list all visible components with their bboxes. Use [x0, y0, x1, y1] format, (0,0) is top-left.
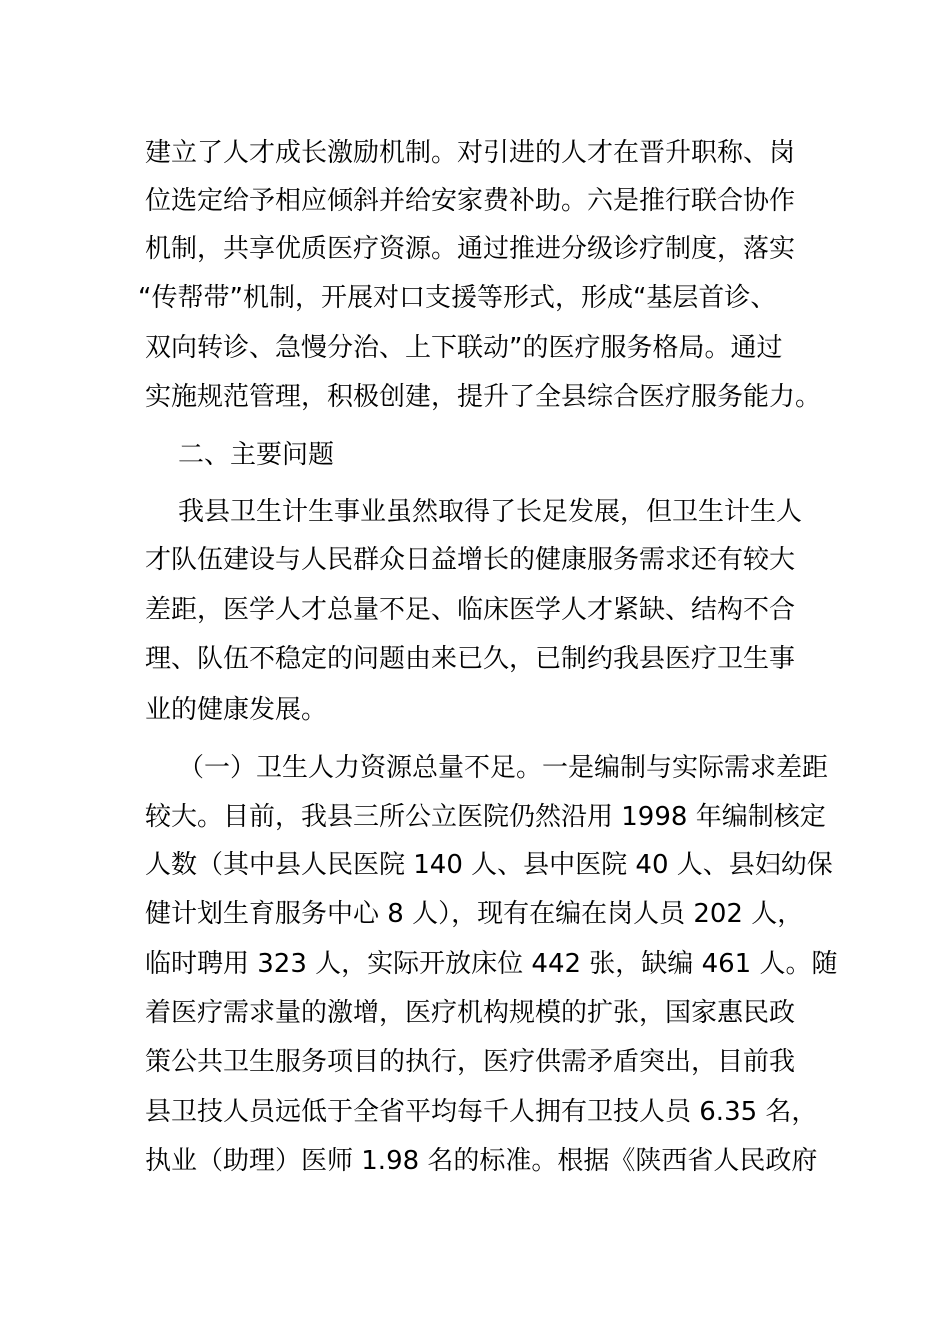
body-text-line: 着医疗需求量的激增，医疗机构规模的扩张，国家惠民政 [145, 998, 796, 1028]
body-text-line: 临时聘用 323 人，实际开放床位 442 张，缺编 461 人。随 [145, 949, 838, 979]
body-text-line: 才队伍建设与人民群众日益增长的健康服务需求还有较大 [145, 545, 796, 575]
body-text-line: 机制，共享优质医疗资源。通过推进分级诊疗制度，落实 [145, 234, 796, 264]
body-text-line: 理、队伍不稳定的问题由来已久，已制约我县医疗卫生事 [145, 644, 796, 674]
body-text-line: 健计划生育服务中心 8 人），现有在编在岗人员 202 人， [145, 899, 804, 929]
body-text-line: 业的健康发展。 [145, 695, 328, 725]
body-text-line: 双向转诊、急慢分治、上下联动”的医疗服务格局。通过 [145, 333, 783, 363]
body-text-line: “传帮带”机制，开展对口支援等形式，形成“基层首诊、 [138, 283, 777, 313]
body-text-line: 建立了人才成长激励机制。对引进的人才在晋升职称、岗 [145, 138, 796, 168]
body-text-line: 人数（其中县人民医院 140 人、县中医院 40 人、县妇幼保 [145, 850, 833, 880]
body-text-line: 策公共卫生服务项目的执行，医疗供需矛盾突出，目前我 [145, 1047, 796, 1077]
body-text-line: 位选定给予相应倾斜并给安家费补助。六是推行联合协作 [145, 186, 796, 216]
subsection-heading-line: （一）卫生人力资源总量不足。一是编制与实际需求差距 [178, 753, 829, 783]
body-text-line: 差距，医学人才总量不足、临床医学人才紧缺、结构不合 [145, 595, 796, 625]
body-text-line: 实施规范管理，积极创建，提升了全县综合医疗服务能力。 [145, 382, 822, 412]
body-text-line: 县卫技人员远低于全省平均每千人拥有卫技人员 6.35 名， [145, 1097, 818, 1127]
section-heading: 二、主要问题 [178, 440, 335, 470]
body-text-line: 执业（助理）医师 1.98 名的标准。根据《陕西省人民政府 [145, 1146, 818, 1176]
body-text-line: 我县卫生计生事业虽然取得了长足发展，但卫生计生人 [178, 497, 803, 527]
body-text-line: 较大。目前，我县三所公立医院仍然沿用 1998 年编制核定 [145, 802, 826, 832]
